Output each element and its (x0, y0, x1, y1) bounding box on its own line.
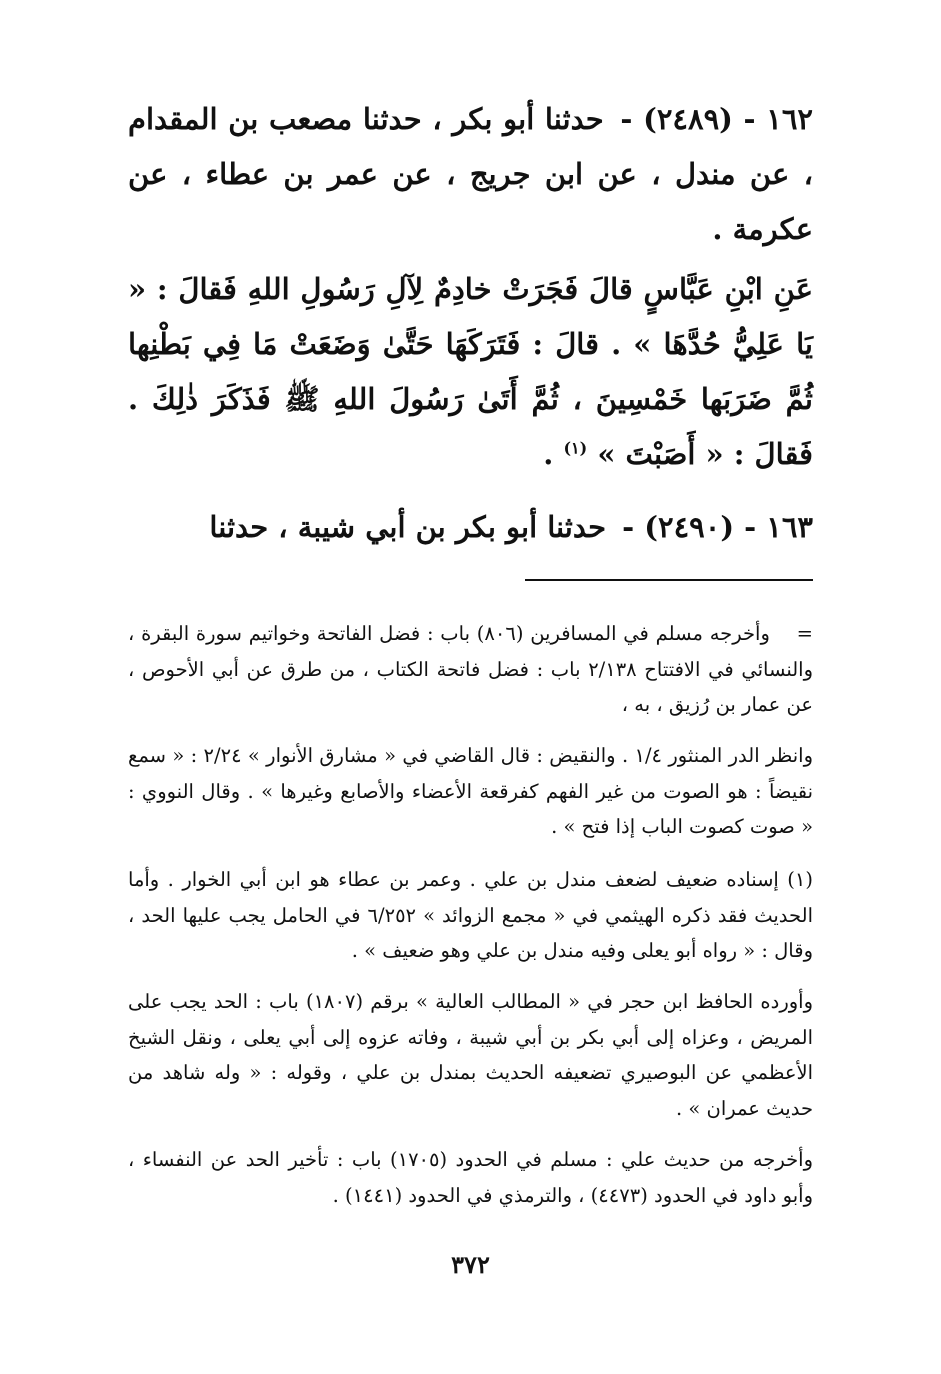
footnote-1: (١) إسناده ضعيف لضعف مندل بن علي . وعمر بن عطاء هو ابن أبي الخوار . وأما الحديث فقد ذكره الهيثمي في « مجمع الزوائد » ٦/٢٥٢ في الحامل يجب عليها الحد ، وقال : « رواه أبو يعلى وفيه مندل بن علي وهو ضعيف » . (128, 868, 813, 962)
hadith-162-isnad (128, 92, 813, 257)
hadith-162-number: ١٦٢ - (٢٤٨٩) - (620, 102, 813, 136)
hadith-163-chain: حدثنا أبو بكر بن أبي شيبة ، حدثنا (209, 510, 607, 544)
footnote-separator (525, 579, 813, 581)
footnote-ref-1: (١) (563, 438, 588, 458)
hadith-162-text: عَنِ ابْنِ عَبَّاسٍ قالَ فَجَرَتْ خادِمٌ لِآلِ رَسُولِ اللهِ فَقالَ : « يَا عَلِيُّ حُدَّهَا » . قالَ : فَتَرَكَهَا حَتَّىٰ وَضَعَتْ مَا فِي بَطْنِها ثُمَّ ضَرَبَها خَمْسِينَ ، ثُمَّ أَتَىٰ رَسُولَ اللهِ ﷺ فَذَكَرَ ذٰلِكَ . فَقالَ : « أَصَبْتَ » (128, 272, 813, 471)
footnote-paragraph: وأخرجه من حديث علي : مسلم في الحدود (١٧٠٥) باب : تأخير الحد عن النفساء ، وأبو داود في الحدود (٤٤٧٣) ، والترمذي في الحدود (١٤٤١) . (128, 1148, 813, 1207)
hadith-162-end: . (543, 437, 554, 471)
hadith-163-number: ١٦٣ - (٢٤٩٠) - (622, 510, 813, 544)
footnote-continuation-text: وأخرجه مسلم في المسافرين (٨٠٦) باب : فضل الفاتحة وخواتيم سورة البقرة ، والنسائي في الافتتاح ٢/١٣٨ باب : فضل فاتحة الكتاب ، من طرق عن أبي الأحوص ، عن عمار بن رُزيق ، به ، (128, 622, 813, 716)
footnote-paragraph: وانظر الدر المنثور ١/٤ . والنقيض : قال القاضي في « مشارق الأنوار » ٢/٢٤ : « سمع نقيضاً : هو الصوت من غير الفهم كفرقعة الأعضاء والأصابع وغيرها » . وقال النووي : « صوت كصوت الباب إذا فتح » . (128, 744, 813, 838)
hadith-162-chain: حدثنا أبو بكر ، حدثنا مصعب بن المقدام ، عن مندل ، عن ابن جريج ، عن عمر بن عطاء ، عن عكرمة . (128, 102, 813, 246)
footnote-continuation (128, 616, 813, 723)
continuation-mark: = (796, 622, 813, 645)
hadith-163-isnad (128, 500, 813, 555)
page-number: ٣٧٢ (451, 1250, 490, 1279)
hadith-162-matn (128, 262, 813, 482)
footnote-paragraph: وأورده الحافظ ابن حجر في « المطالب العالية » برقم (١٨٠٧) باب : الحد يجب على المريض ، وعزاه إلى أبي بكر بن أبي شيبة ، وفاته عزوه إلى أبي يعلى ، ونقل الشيخ الأعظمي عن البوصيري تضعيفه الحديث بمندل بن علي ، وقوله : « وله شاهد من حديث عمران » . (128, 990, 813, 1120)
